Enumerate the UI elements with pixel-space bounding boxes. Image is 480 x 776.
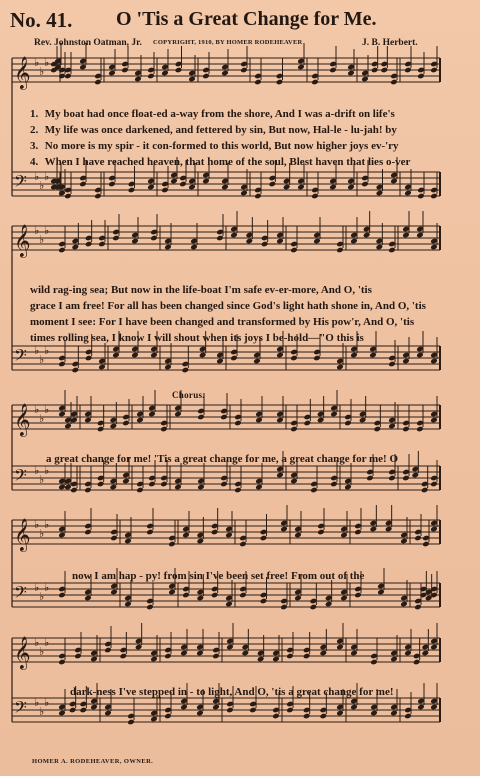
treble-clef-icon: 𝄞 [14, 518, 31, 551]
flat-icon: ♭ [44, 696, 50, 709]
verse-continuation-line: times rolling sea, I know I will shout when its joys I be-hold—"O this is [30, 332, 364, 344]
flat-icon: ♭ [34, 518, 40, 531]
flat-icon: ♭ [34, 464, 40, 477]
flat-icon: ♭ [34, 696, 40, 709]
verse-line: 2. My life was once darkened, and fettered by sin, But now, Hal-le - lu-jah! by [30, 124, 397, 136]
flat-icon: ♭ [39, 527, 45, 540]
treble-clef-icon: 𝄞 [14, 56, 31, 89]
flat-icon: ♭ [44, 344, 50, 357]
verse-line: 3. No more is my spir - it con-formed to this world, But now higher joys ev-'ry [30, 140, 399, 152]
verse-continuation-line: moment I see: For I have been changed and transformed by His pow'r, And O, 'tis [30, 316, 415, 328]
flat-icon: ♭ [34, 56, 40, 69]
verse-line: 1. My boat had once float-ed a-way from the shore, And I was a-drift on life's [30, 108, 395, 120]
flat-icon: ♭ [44, 403, 50, 416]
chorus-lyric-line: dark-ness I've stepped in - to light, And O, 'tis a great change for me! [70, 686, 394, 698]
bass-clef-icon: 𝄢 [14, 582, 27, 606]
flat-icon: ♭ [39, 645, 45, 658]
bass-clef-icon: 𝄢 [14, 465, 27, 489]
flat-icon: ♭ [39, 473, 45, 486]
hymn-number: No. 41. [10, 8, 73, 32]
flat-icon: ♭ [34, 403, 40, 416]
verse-continuation-line: grace I am free! For all has been changed since God's light hath shone in, And O, 'tis [30, 300, 426, 312]
hymn-title: O 'Tis a Great Change for Me. [116, 8, 377, 30]
chorus-lyric-line: a great change for me! 'Tis a great change for me, a great change for me! O [46, 453, 399, 465]
chorus-label: Chorus. [172, 390, 205, 400]
footer-owner: HOMER A. RODEHEAVER, OWNER. [32, 758, 154, 765]
chorus-lyric-line: now I am hap - py! from sin I've been set free! From out of the [72, 570, 365, 582]
bass-clef-icon: 𝄢 [14, 171, 27, 195]
flat-icon: ♭ [44, 518, 50, 531]
flat-icon: ♭ [39, 412, 45, 425]
flat-icon: ♭ [34, 581, 40, 594]
verse-line: 4. When I have reached heaven, that home of the soul, Blest haven that lies o-ver [30, 156, 411, 168]
flat-icon: ♭ [34, 170, 40, 183]
bass-clef-icon: 𝄢 [14, 345, 27, 369]
flat-icon: ♭ [44, 56, 50, 69]
flat-icon: ♭ [39, 705, 45, 718]
verse-continuation-line: wild rag-ing sea; But now in the life-boat I'm safe ev-er-more, And O, 'tis [30, 284, 372, 296]
flat-icon: ♭ [44, 170, 50, 183]
treble-clef-icon: 𝄞 [14, 636, 31, 669]
treble-clef-icon: 𝄞 [14, 224, 31, 257]
flat-icon: ♭ [39, 179, 45, 192]
lyricist: Rev. Johnston Oatman, Jr. [34, 38, 142, 48]
composer: J. B. Herbert. [362, 38, 418, 48]
flat-icon: ♭ [39, 353, 45, 366]
flat-icon: ♭ [39, 233, 45, 246]
flat-icon: ♭ [44, 636, 50, 649]
flat-icon: ♭ [34, 344, 40, 357]
treble-clef-icon: 𝄞 [14, 403, 31, 436]
bass-clef-icon: 𝄢 [14, 697, 27, 721]
flat-icon: ♭ [39, 590, 45, 603]
flat-icon: ♭ [44, 581, 50, 594]
copyright-notice: COPYRIGHT, 1910, BY HOMER RODEHEAVER [153, 39, 303, 46]
verse-lyrics-block [30, 106, 470, 170]
flat-icon: ♭ [34, 636, 40, 649]
flat-icon: ♭ [44, 464, 50, 477]
flat-icon: ♭ [39, 65, 45, 78]
flat-icon: ♭ [44, 224, 50, 237]
flat-icon: ♭ [34, 224, 40, 237]
